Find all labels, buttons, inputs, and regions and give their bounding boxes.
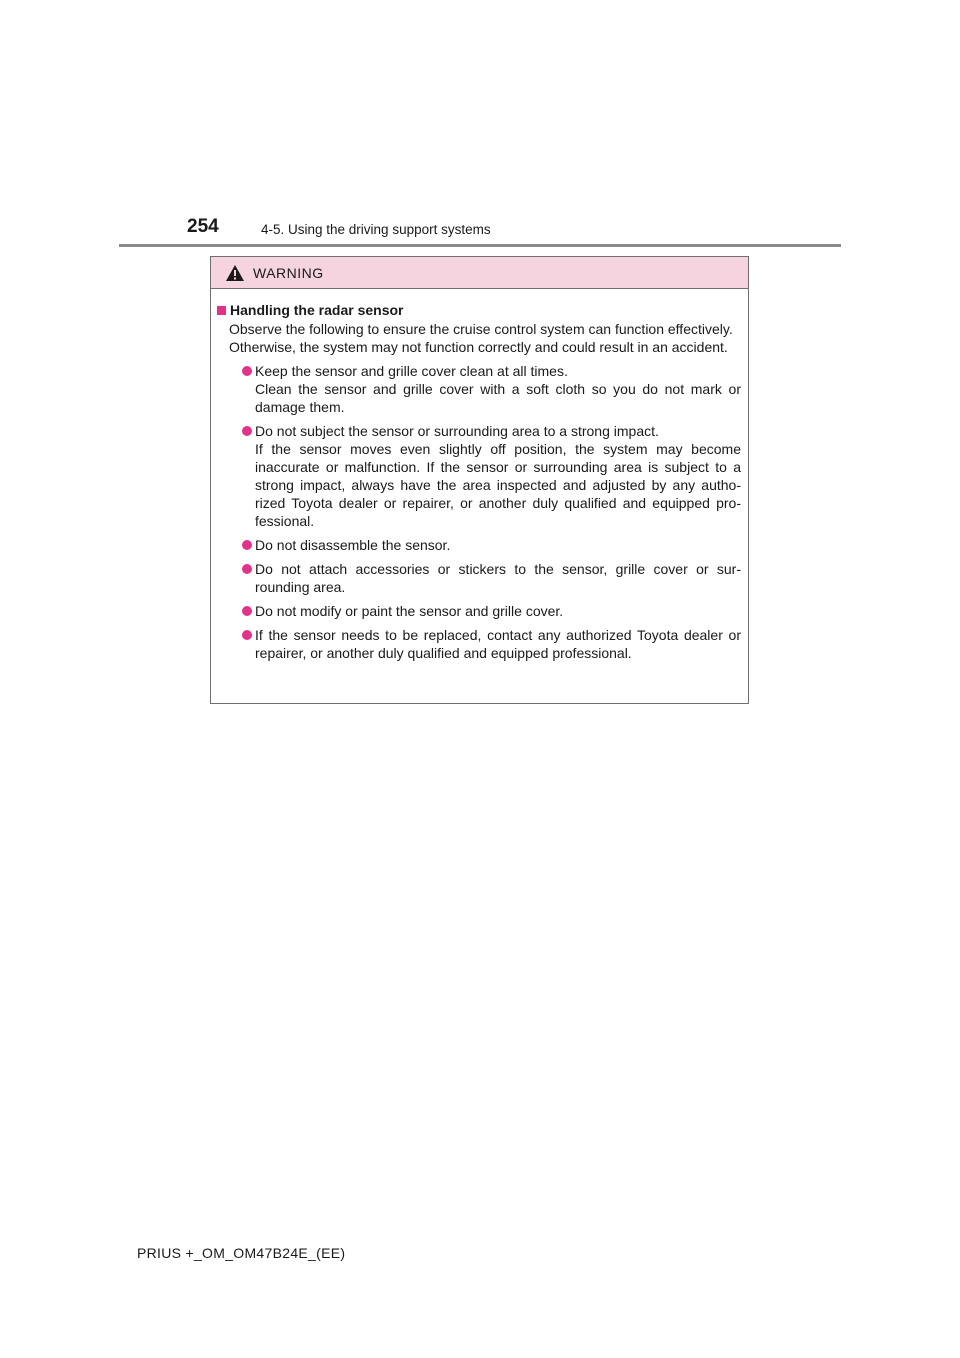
warning-body [211,289,748,662]
intro-line: Otherwise, the system may not function correctly and could result in an accident. [229,339,728,355]
circle-bullet-icon [242,426,252,436]
document-code: PRIUS +_OM_OM47B24E_(EE) [137,1245,346,1261]
intro-line: Observe the following to ensure the cruise control system can function effectively. [229,321,733,337]
bullet-line: Do not disassemble the sensor. [255,537,451,553]
warning-header [211,257,748,289]
warning-title: WARNING [253,265,324,281]
circle-bullet-icon [242,630,252,640]
bullet-line: Do not modify or paint the sensor and grille cover. [255,603,564,619]
list-item [242,362,741,416]
list-item [242,560,741,596]
list-item [242,422,741,530]
bullet-line: Do not subject the sensor or surrounding area to a strong impact. [255,423,659,439]
warning-subheading [217,301,741,319]
bullet-line: If the sensor moves even slightly off position, the system may become inaccurate or malfunction. If the sensor or surrounding area is subject to a strong impact, always have the area inspected and adjusted by any autho-rized Toyota dealer or repairer, or another duly qualified and equipped pro-fessional. [255,441,741,529]
bullet-line: Do not attach accessories or stickers to the sensor, grille cover or sur-rounding area. [255,561,741,595]
page-header [0,0,960,250]
circle-bullet-icon [242,564,252,574]
warning-intro [217,320,741,356]
circle-bullet-icon [242,606,252,616]
list-item [242,602,741,620]
subheading-text: Handling the radar sensor [230,302,404,318]
warning-box [210,256,749,704]
list-item [242,536,741,554]
header-divider [119,244,841,247]
bullet-line: Keep the sensor and grille cover clean at all times. [255,363,568,379]
circle-bullet-icon [242,366,252,376]
page-number: 254 [187,216,219,237]
bullet-line: Clean the sensor and grille cover with a soft cloth so you do not mark or damage them. [255,381,741,415]
bullet-line: If the sensor needs to be replaced, contact any authorized Toyota dealer or repairer, or another duly qualified and equipped professional. [255,627,741,661]
list-item [242,626,741,662]
square-bullet-icon [217,306,226,315]
circle-bullet-icon [242,540,252,550]
warning-triangle-icon [225,264,245,282]
section-title: 4-5. Using the driving support systems [261,222,491,237]
warning-bullet-list [217,362,741,662]
